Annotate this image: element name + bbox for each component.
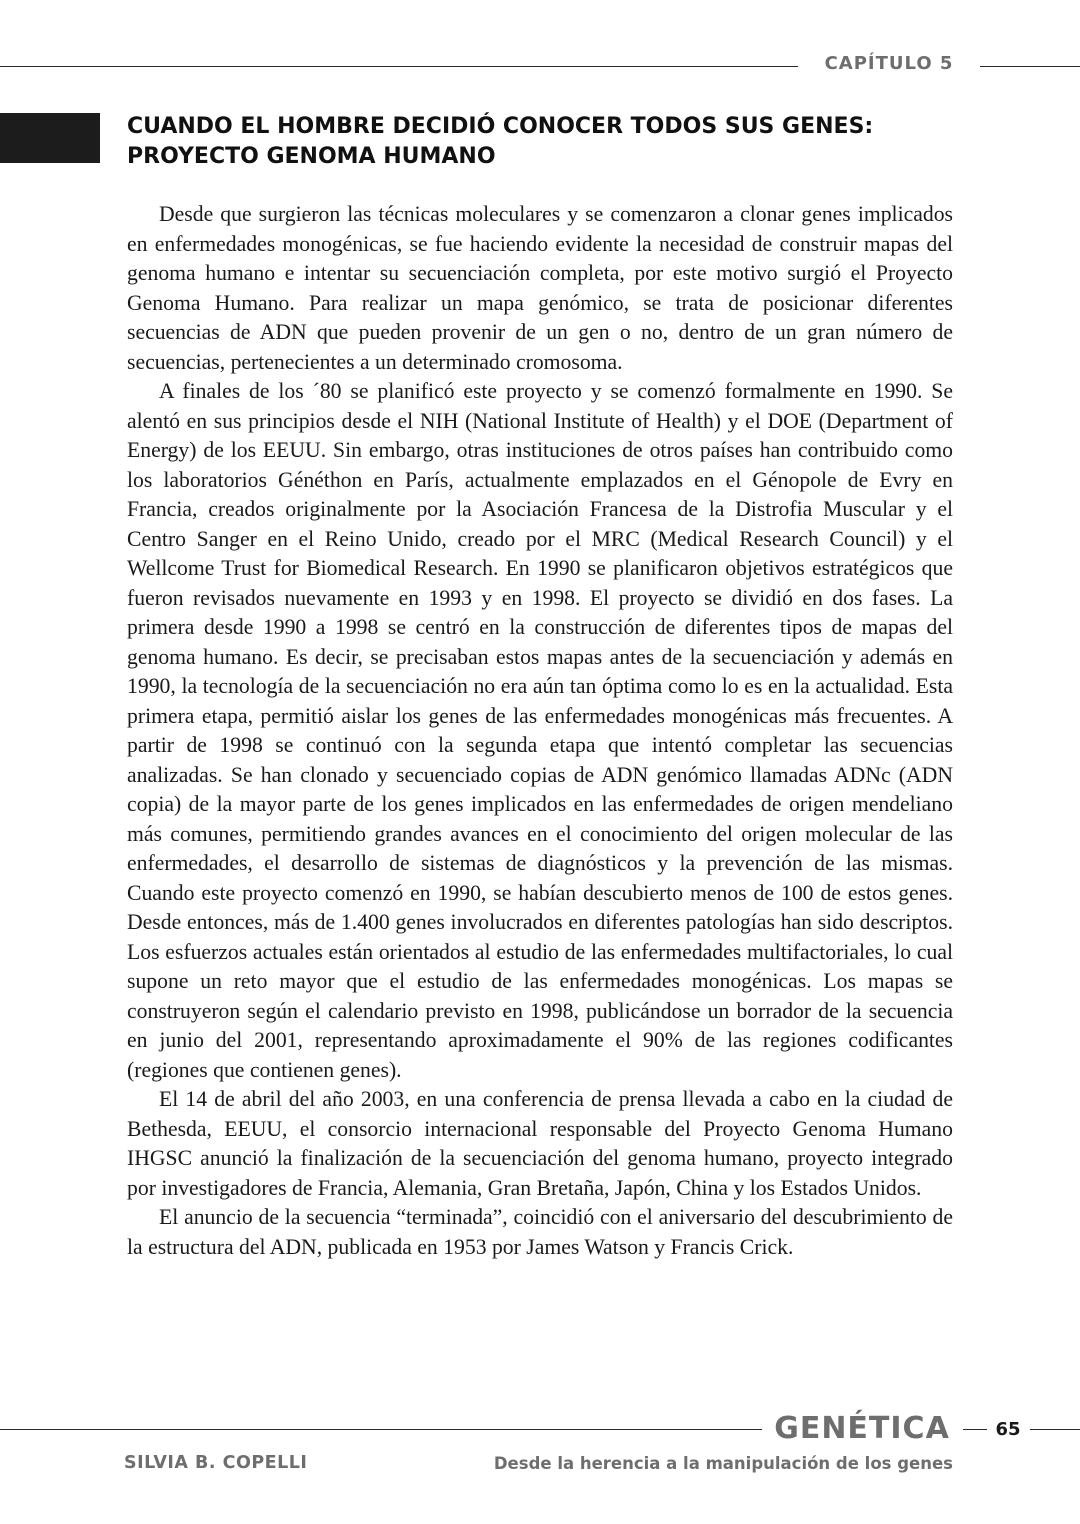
author-name: SILVIA B. COPELLI (124, 1453, 308, 1473)
paragraph: A finales de los ´80 se planificó este proyecto y se comenzó formalmente en 1990. Se alentó en sus principios desde el NIH (National Institute of Health) y el DOE (Department of Energy) de los EEUU. Sin embargo, otras instituciones de otros países han contribuido como los laboratorios Généthon en París, actualmente emplazados en el Génopole de Evry en Francia, creados originalmente por la Asociación Francesa de la Distrofia Muscular y el Centro Sanger en el Reino Unido, creado por el MRC (Medical Research Council) y el Wellcome Trust for Biomedical Research. En 1990 se planificaron objetivos estratégicos que fueron revisados nuevamente en 1993 y en 1998. El proyecto se dividió en dos fases. La primera desde 1990 a 1998 se centró en la construcción de diferentes tipos de mapas del genoma humano. Es decir, se precisaban estos mapas antes de la secuenciación y además en 1990, la tecnología de la secuenciación no era aún tan óptima como lo es en la actualidad. Esta primera etapa, permitió aislar los genes de las enfermedades monogénicas más frecuentes. A partir de 1998 se continuó con la segunda etapa que intentó completar las secuencias analizadas. Se han clonado y secuenciado copias de ADN genómico llamadas ADNc (ADN copia) de la mayor parte de los genes implicados en las enfermedades de origen mendeliano más comunes, permitiendo grandes avances en el conocimiento del origen molecular de las enfermedades, el desarrollo de sistemas de diagnósticos y la prevención de las mismas. Cuando este proyecto comenzó en 1990, se habían descubierto menos de 100 de estos genes. Desde entonces, más de 1.400 genes involucrados en diferentes patologías han sido descriptos. Los esfuerzos actuales están orientados al estudio de las enfermedades multifactoriales, lo cual supone un reto mayor que el estudio de las enfermedades monogénicas. Los mapas se construyeron según el calendario previsto en 1998, publicándose un borrador de la secuencia en junio del 2001, representando aproximadamente el 90% de las regiones codificantes (regiones que contienen genes). (127, 379, 953, 1082)
footer-rule-right (1030, 1429, 1080, 1430)
footer-rule-mid (963, 1429, 987, 1430)
body-text (127, 200, 953, 1262)
book-subtitle: Desde la herencia a la manipulación de los genes (493, 1454, 953, 1473)
chapter-label: CAPÍTULO 5 (824, 53, 954, 74)
paragraph: El anuncio de la secuencia “terminada”, coincidió con el aniversario del descubrimiento de la estructura del ADN, publicada en 1953 por James Watson y Francis Crick. (127, 1205, 953, 1259)
section-title-line: CUANDO EL HOMBRE DECIDIÓ CONOCER TODOS SUS GENES: (127, 114, 874, 139)
section-title (127, 112, 957, 172)
paragraph: Desde que surgieron las técnicas moleculares y se comenzaron a clonar genes implicados en enfermedades monogénicas, se fue haciendo evidente la necesidad de construir mapas del genoma humano e intentar su secuenciación completa, por este motivo surgió el Proyecto Genoma Humano. Para realizar un mapa genómico, se trata de posicionar diferentes secuencias de ADN que pueden provenir de un gen o no, dentro de un gran número de secuencias, pertenecientes a un determinado cromosoma. (127, 202, 953, 374)
book-title: GENÉTICA (774, 1411, 950, 1446)
paragraph: El 14 de abril del año 2003, en una conferencia de prensa llevada a cabo en la ciudad de Bethesda, EEUU, el consorcio internacional responsable del Proyecto Genoma Humano IHGSC anunció la finalización de la secuenciación del genoma humano, proyecto integrado por investigadores de Francia, Alemania, Gran Bretaña, Japón, China y los Estados Unidos. (127, 1087, 953, 1200)
header-rule-left (0, 66, 798, 67)
title-marker-block (0, 113, 100, 163)
header-rule-right (980, 66, 1080, 67)
footer-rule-left (0, 1429, 762, 1430)
section-title-line: PROYECTO GENOMA HUMANO (127, 144, 496, 169)
page-number: 65 (995, 1419, 1021, 1440)
